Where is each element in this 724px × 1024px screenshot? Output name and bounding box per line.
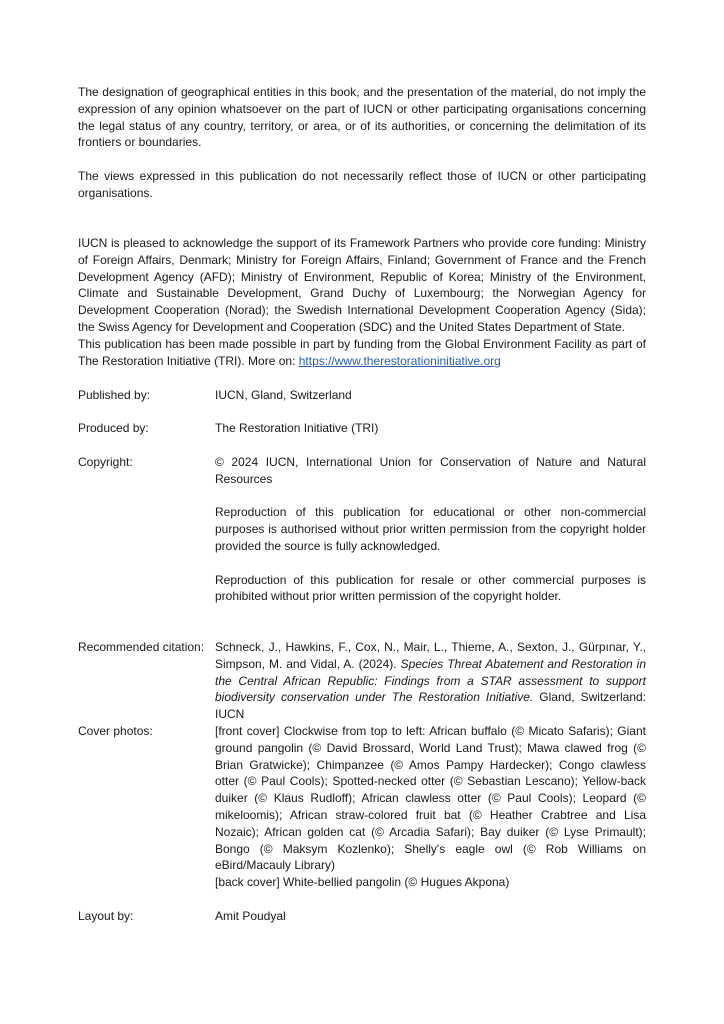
funding-statement	[78, 336, 646, 370]
published-by-value: IUCN, Gland, Switzerland	[215, 388, 352, 402]
back-cover-credits: [back cover] White-bellied pangolin (© Hugues Akpona)	[215, 875, 510, 890]
citation-publisher: Gland, Switzerland: IUCN	[215, 690, 647, 722]
published-by-label: Published by:	[78, 388, 151, 402]
framework-partners: IUCN is pleased to acknowledge the support of its Framework Partners who provide core funding: Ministry of Foreign Affairs, Denmark; Ministry for Foreign Affairs, Finland; Government of France and the French Development Agency (AFD); Ministry of Environment, Republic of Korea; Ministry of the Environment, Climate and Sustainable Development, Grand Duchy of Luxembourg; the Norwegian Agency for Development Cooperation (Norad); the Swedish International Development Cooperation Agency (Sida); the Swiss Agency for Development and Cooperation (SDC) and the United States Department of State.	[78, 236, 646, 334]
reproduction-commercial: Reproduction of this publication for resale or other commercial purposes is prohibited without prior written permission of the copyright holder.	[215, 572, 646, 604]
front-cover-credits: [front cover] Clockwise from top to left: African buffalo (© Micato Safaris); Giant ground pangolin (© David Brossard, World Land Trust); Mawa clawed frog (© Brian Gratwicke); Chimpanzee (© Amos Pampy Hardecker); Congo clawless otter (© Paul Cools); Spotted-necked otter (© Sebastian Lescano); Yellow-back duiker (© Klaus Rudloff); African clawless otter (© Paul Cools); Leopard (© mikeloomis); African straw-colored fruit bat (© Heather Crabtree and Lisa Nozaic); African golden cat (© Arcadia Safari); Bay duiker (© Lyse Primault); Bongo (© Maksym Kozlenko); Shelly's eagle owl (© Rob Williams on eBird/Macauly Library)	[215, 724, 646, 873]
produced-by-label: Produced by:	[78, 421, 149, 435]
copyright-label: Copyright:	[78, 455, 133, 469]
citation-value	[215, 639, 646, 723]
tri-website-link[interactable]: https://www.therestorationinitiative.org	[298, 353, 501, 368]
layout-by-value: Amit Poudyal	[215, 909, 286, 923]
produced-by-value: The Restoration Initiative (TRI)	[215, 421, 379, 435]
funding-text: This publication has been made possible in part by funding from the Global Environment Facility as part of The Restoration Initiative (TRI). More on:	[78, 337, 646, 368]
copyright-value: © 2024 IUCN, International Union for Conservation of Nature and Natural Resources	[215, 455, 646, 486]
views-disclaimer: The views expressed in this publication do not necessarily reflect those of IUCN or other participating organisations.	[78, 169, 646, 200]
designation-disclaimer: The designation of geographical entities in this book, and the presentation of the material, do not imply the expression of any opinion whatsoever on the part of IUCN or other participating organisations concerning the legal status of any country, territory, or area, or of its authorities, or concerning the delimitation of its frontiers or boundaries.	[78, 85, 646, 150]
citation-title: Species Threat Abatement and Restoration in the Central African Republic: Findings from a STAR assessment to support biodiversity conservation under The Restoration Initiative.	[215, 656, 646, 705]
reproduction-noncommercial: Reproduction of this publication for educational or other non-commercial purposes is authorised without prior written permission from the copyright holder provided the source is fully acknowledged.	[215, 505, 646, 553]
citation-label: Recommended citation:	[78, 640, 205, 654]
layout-by-label: Layout by:	[78, 909, 134, 923]
citation-authors: Schneck, J., Hawkins, F., Cox, N., Mair, L., Thieme, A., Sexton, J., Gürpınar, Y., Simpson, M. and Vidal, A. (2024).	[215, 640, 646, 671]
cover-photos-label: Cover photos:	[78, 724, 153, 738]
